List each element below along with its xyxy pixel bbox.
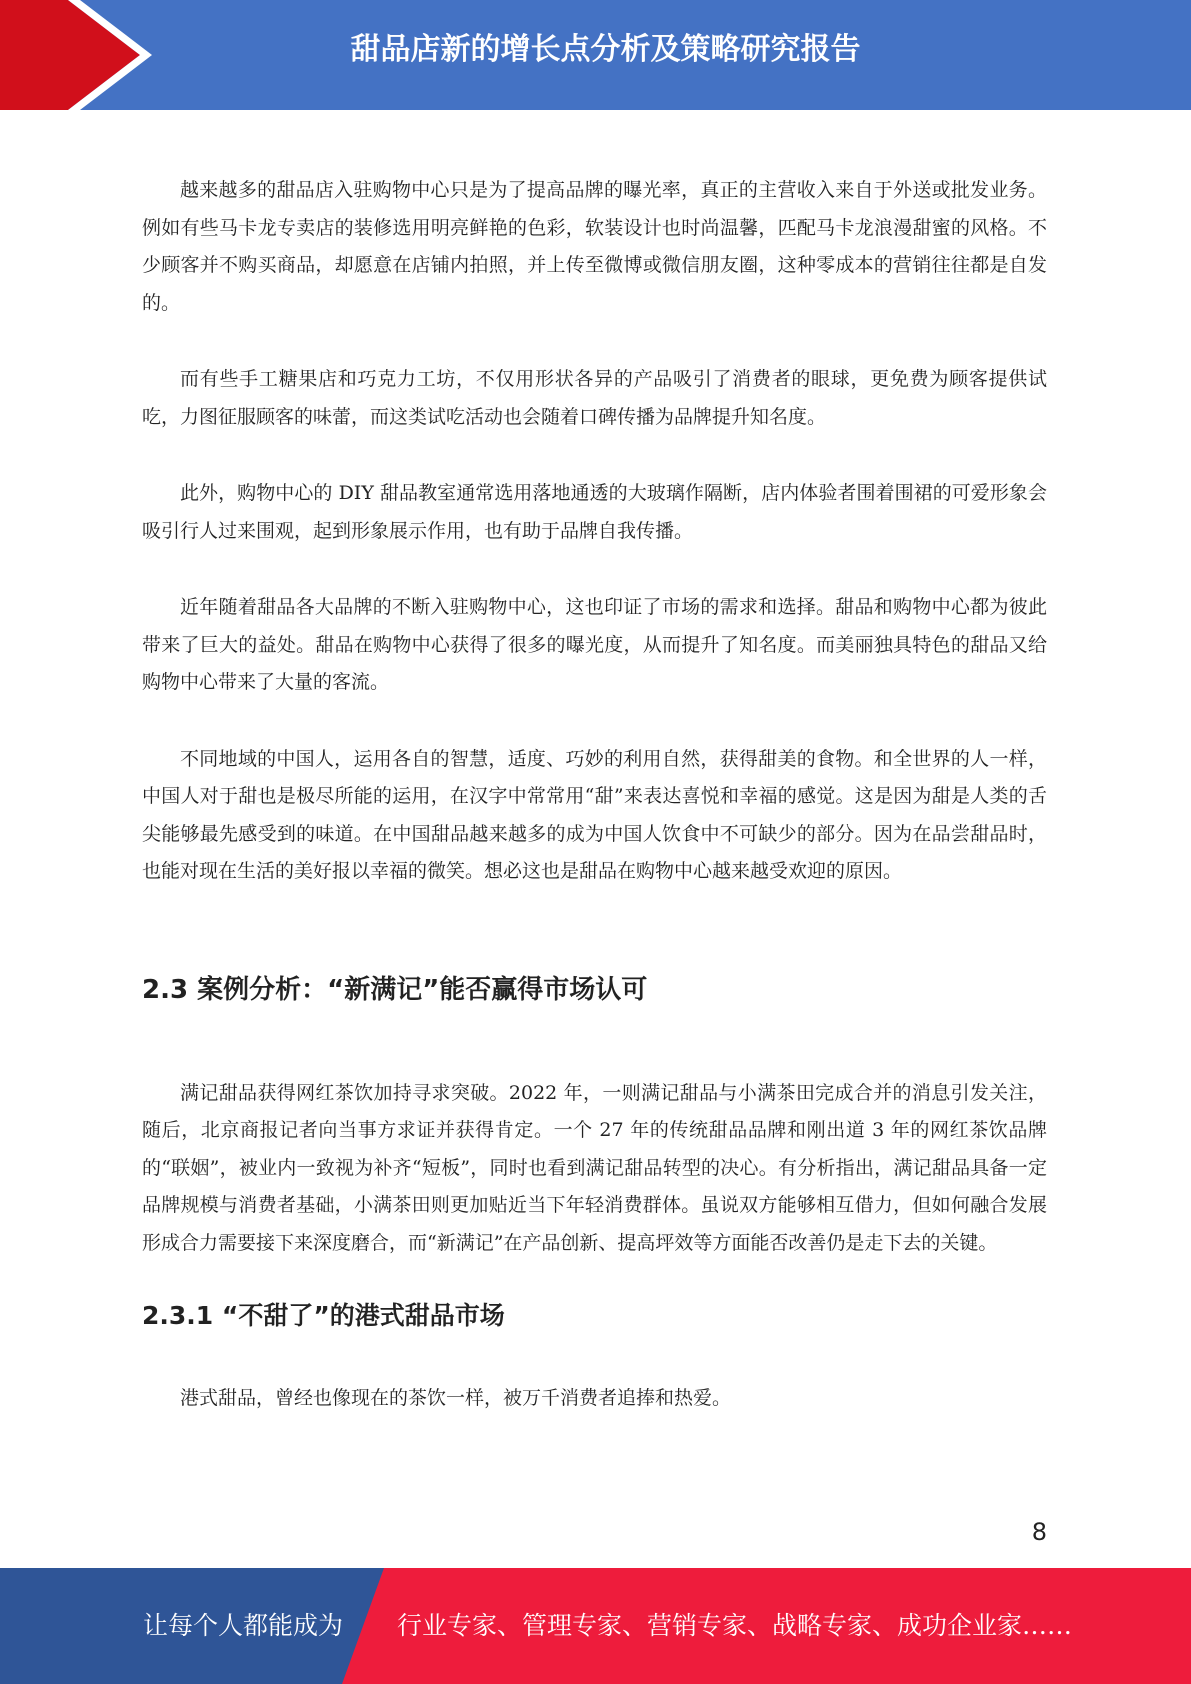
section-heading-2-3-1: 2.3.1 “不甜了”的港式甜品市场 (142, 1301, 505, 1330)
paragraph-5: 不同地域的中国人，运用各自的智慧，适度、巧妙的利用自然，获得甜美的食物。和全世界的人一样，中国人对于甜也是极尽所能的运用，在汉字中常常用“甜”来表达喜悦和幸福的感觉。这是因为甜是人类的舌尖能够最先感受到的味道。在中国甜品越来越多的成为中国人饮食中不可缺少的部分。因为在品尝甜品时，也能对现在生活的美好报以幸福的微笑。想必这也是甜品在购物中心越来越受欢迎的原因。 (142, 747, 1047, 882)
footer-roles: 行业专家、管理专家、营销专家、战略专家、成功企业家…… (397, 1611, 1073, 1640)
paragraph-2-3: 满记甜品获得网红茶饮加持寻求突破。2022 年，一则满记甜品与小满茶田完成合并的消息引发关注，随后，北京商报记者向当事方求证并获得肯定。一个 27 年的传统甜品品牌和刚出道 3 年的网红茶饮品牌的“联姻”，被业内一致视为补齐“短板”，同时也看到满记甜品转型的决心。有分析指出，满记甜品具备一定品牌规模与消费者基础，小满茶田则更加贴近当下年轻消费群体。虽说双方能够相互借力，但如何融合发展形成合力需要接下来深度磨合，而“新满记”在产品创新、提高坪效等方面能否改善仍是走下去的关键。 (142, 1081, 1047, 1254)
page-footer (0, 1568, 1191, 1684)
paragraph-1: 越来越多的甜品店入驻购物中心只是为了提高品牌的曝光率，真正的主营收入来自于外送或批发业务。例如有些马卡龙专卖店的装修选用明亮鲜艳的色彩，软装设计也时尚温馨，匹配马卡龙浪漫甜蜜的风格。不少顾客并不购买商品，却愿意在店铺内拍照，并上传至微博或微信朋友圈，这种零成本的营销往往都是自发的。 (142, 179, 1047, 314)
paragraph-2-3-1: 港式甜品，曾经也像现在的茶饮一样，被万千消费者追捧和热爱。 (180, 1387, 732, 1409)
paragraph-4: 近年随着甜品各大品牌的不断入驻购物中心，这也印证了市场的需求和选择。甜品和购物中心都为彼此带来了巨大的益处。甜品在购物中心获得了很多的曝光度，从而提升了知名度。而美丽独具特色的甜品又给购物中心带来了大量的客流。 (142, 596, 1047, 693)
paragraph-2: 而有些手工糖果店和巧克力工坊，不仅用形状各异的产品吸引了消费者的眼球，更免费为顾客提供试吃，力图征服顾客的味蕾，而这类试吃活动也会随着口碑传播为品牌提升知名度。 (142, 368, 1047, 428)
paragraph-3: 此外，购物中心的 DIY 甜品教室通常选用落地通透的大玻璃作隔断，店内体验者围着围裙的可爱形象会吸引行人过来围观，起到形象展示作用，也有助于品牌自我传播。 (142, 482, 1047, 542)
report-title: 甜品店新的增长点分析及策略研究报告 (350, 32, 861, 67)
page-content (142, 172, 1047, 1457)
page-number: 8 (1031, 1518, 1047, 1546)
page-header (0, 0, 1191, 110)
section-heading-2-3: 2.3 案例分析：“新满记”能否赢得市场认可 (142, 974, 648, 1005)
footer-slogan: 让每个人都能成为 (143, 1611, 344, 1640)
